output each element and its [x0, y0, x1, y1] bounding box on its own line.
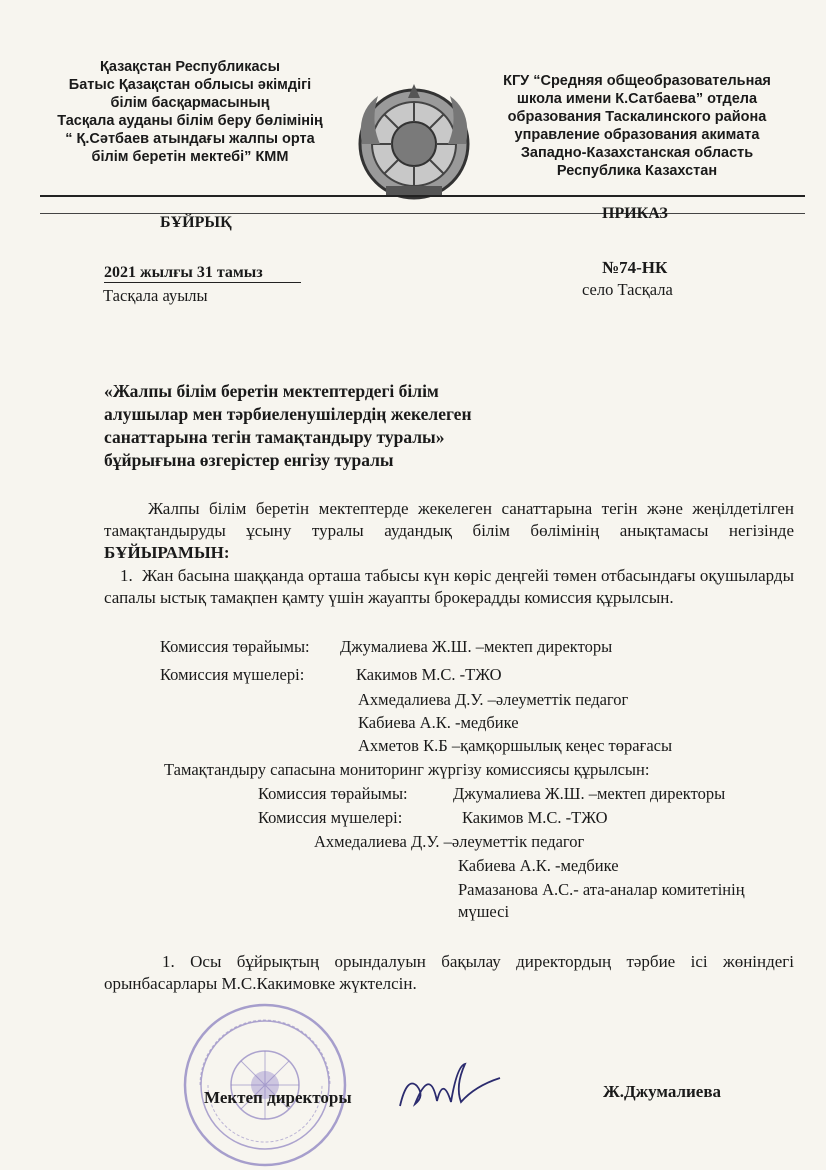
header-right-line: Республика Казахстан — [556, 163, 718, 179]
commission1-chair-label: Комиссия төрайымы: — [160, 637, 310, 656]
commission2-member: Какимов М.С. -ТЖО — [462, 808, 608, 827]
commission2-member: Кабиева А.К. -медбике — [458, 856, 619, 875]
header-right — [478, 72, 796, 180]
commission2-member: Рамазанова А.С.- ата-аналар комитетінің — [458, 880, 745, 899]
item-2-text: Осы бұйрықтың орындалуын бақылау директордың тәрбие ісі жөніндегі орынбасарлары М.С.Какимовке жүктелсін. — [104, 952, 795, 993]
commission1-member: Какимов М.С. -ТЖО — [356, 665, 502, 684]
title-line: алушылар мен тәрбиеленушілердің жекелеген — [104, 404, 472, 424]
header-left-line: білім басқармасының — [110, 95, 270, 111]
title-line: «Жалпы білім беретін мектептердегі білім — [104, 381, 439, 401]
header-right-line: КГУ “Средняя общеобразовательная — [503, 73, 771, 89]
monitoring-heading: Тамақтандыру сапасына мониторинг жүргізу комиссиясы құрылсын: — [164, 760, 650, 779]
item-2 — [104, 951, 794, 995]
title-line: санаттарына тегін тамақтандыру туралы» — [104, 427, 445, 447]
header-divider-thin — [40, 213, 805, 214]
item-1 — [104, 565, 794, 609]
commission1-member: Ахметов К.Б –қамқоршылық кеңес төрағасы — [358, 736, 673, 755]
commission2-member: Ахмедалиева Д.У. –әлеуметтік педагог — [314, 832, 585, 851]
order-label-kz: БҰЙРЫҚ — [160, 214, 232, 231]
commission1-member: Ахмедалиева Д.У. –әлеуметтік педагог — [358, 690, 629, 709]
place-ru: село Тасқала — [582, 280, 673, 299]
order-label-ru: ПРИКАЗ — [602, 205, 668, 222]
round-seal-icon — [180, 1000, 350, 1170]
header-left — [40, 58, 340, 166]
item-1-text: Жан басына шаққанда орташа табысы күн көріс деңгейі төмен отбасындағы оқушыларды сапалы ыстық тамақпен қамту үшін жауапты брокерадды комиссия құрылсын. — [104, 566, 794, 607]
header-right-line: управление образования акимата — [514, 127, 760, 143]
commission2-member: мүшесі — [458, 902, 510, 921]
intro-text: Жалпы білім беретін мектептерде жекелеген санаттарына тегін және жеңілдетілген тамақтандыруды ұсыну туралы аудандық білім бөлімінің анықтамасы негізінде — [104, 499, 794, 540]
header-left-line: “ Қ.Сәтбаев атындағы жалпы орта — [65, 131, 315, 147]
order-number: №74-НК — [602, 258, 668, 277]
header-right-line: школа имени К.Сатбаева” отдела — [516, 91, 758, 107]
header-right-line: образования Таскалинского района — [507, 109, 767, 125]
header-left-line: Қазақстан Республикасы — [99, 59, 280, 75]
header-left-line: білім беретін мектебі” КММ — [91, 149, 289, 165]
intro-bold: БҰЙЫРАМЫН: — [104, 543, 230, 562]
order-date: 2021 жылғы 31 тамыз — [104, 264, 301, 283]
commission2-members-label: Комиссия мүшелері: — [258, 808, 403, 827]
commission1-chair-value: Джумалиева Ж.Ш. –мектеп директоры — [340, 637, 613, 656]
handwritten-signature-icon — [395, 1056, 505, 1116]
header-right-line: Западно-Казахстанская область — [520, 145, 754, 161]
commission2-chair-label: Комиссия төрайымы: — [258, 784, 408, 803]
signer-title: Мектеп директоры — [204, 1088, 352, 1107]
commission2-chair-value: Джумалиева Ж.Ш. –мектеп директоры — [453, 784, 726, 803]
header-divider — [40, 195, 805, 197]
header-left-line: Тасқала ауданы білім беру бөлімінің — [57, 113, 323, 129]
order-title — [104, 380, 584, 472]
commission1-members-label: Комиссия мүшелері: — [160, 665, 305, 684]
header-left-line: Батыс Қазақстан облысы әкімдігі — [68, 77, 312, 93]
state-emblem-icon — [352, 82, 476, 202]
signer-name: Ж.Джумалиева — [603, 1082, 722, 1101]
title-line: бұйрығына өзгерістер енгізу туралы — [104, 450, 394, 470]
item-2-number: 1. — [162, 952, 175, 971]
intro-paragraph — [104, 498, 794, 564]
place-kz: Тасқала ауылы — [103, 286, 208, 305]
item-1-number: 1. — [120, 566, 133, 585]
commission1-member: Кабиева А.К. -медбике — [358, 713, 519, 732]
